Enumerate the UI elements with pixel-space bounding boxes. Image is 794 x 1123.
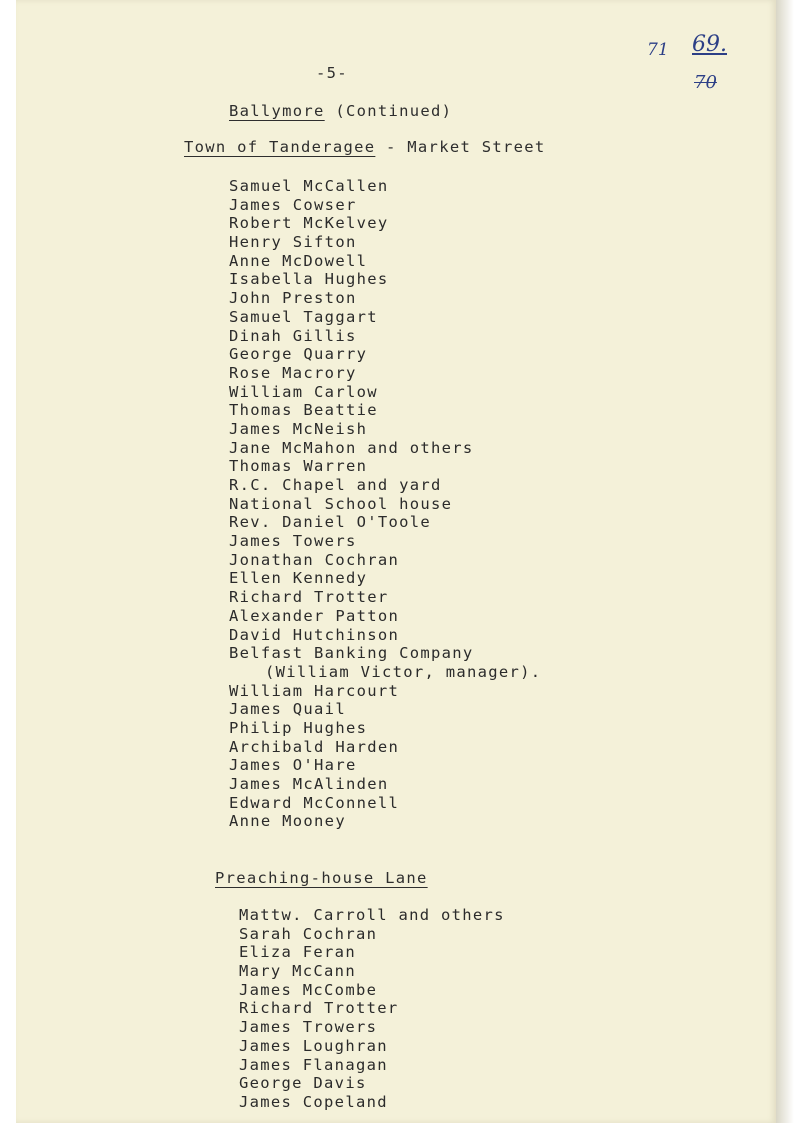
list-item: James Loughran [239, 1036, 388, 1055]
list-item: John Preston [229, 289, 357, 308]
list-item: Sarah Cochran [239, 924, 378, 943]
page-edge-shadow [776, 0, 794, 1123]
list-item: Henry Sifton [229, 233, 357, 252]
lane-heading: Preaching-house Lane [215, 869, 428, 887]
list-item: James Flanagan [239, 1055, 388, 1074]
list-item: R.C. Chapel and yard [229, 476, 442, 494]
list-item: Richard Trotter [239, 999, 399, 1018]
list-item: National School house [229, 494, 453, 513]
market-street-list [229, 177, 541, 831]
list-item: James Cowser [229, 195, 357, 214]
list-item: James Trowers [239, 1018, 378, 1037]
continued-label: (Continued) [335, 102, 453, 120]
list-item: Anne McDowell [229, 251, 368, 270]
list-item: Anne Mooney [229, 812, 346, 831]
list-item: Samuel Taggart [229, 307, 378, 326]
list-item: Jonathan Cochran [229, 550, 400, 569]
list-item: Mary McCann [239, 962, 356, 981]
preaching-house-lane-list [239, 906, 505, 1112]
list-item: William Carlow [229, 382, 378, 401]
list-item: Mattw. Carroll and others [239, 906, 505, 924]
list-item: James Quail [229, 700, 346, 719]
list-item: Alexander Patton [229, 606, 400, 625]
list-item: William Harcourt [229, 681, 400, 700]
list-item: David Hutchinson [229, 625, 400, 644]
list-item: Belfast Banking Company [229, 644, 474, 663]
town-heading [184, 138, 546, 156]
list-item: Rose Macrory [229, 363, 357, 382]
list-item: James O'Hare [229, 756, 357, 775]
list-item: George Davis [239, 1074, 367, 1093]
archive-mark: 71 [647, 40, 669, 60]
parish-name: Ballymore [229, 102, 325, 120]
list-item: James Copeland [239, 1092, 388, 1111]
list-item: James McNeish [229, 419, 368, 438]
list-item: Robert McKelvey [229, 214, 389, 233]
list-item: Samuel McCallen [229, 177, 389, 195]
list-item: Dinah Gillis [229, 326, 357, 345]
list-item: Eliza Feran [239, 943, 356, 962]
list-item: Archibald Harden [229, 737, 400, 756]
list-item: Jane McMahon and others [229, 438, 474, 457]
list-item: James McAlinden [229, 775, 389, 793]
old-folio-number: 70 [694, 72, 717, 93]
list-item: Thomas Warren [229, 457, 368, 476]
list-item: James McCombe [239, 980, 378, 999]
document-page [16, 0, 776, 1123]
list-item: Philip Hughes [229, 718, 368, 737]
parish-heading [229, 102, 452, 120]
list-item: Isabella Hughes [229, 270, 389, 289]
list-item: George Quarry [229, 345, 368, 364]
list-item: James Towers [229, 532, 357, 551]
list-item: Thomas Beattie [229, 401, 378, 420]
list-item: Edward McConnell [229, 793, 400, 812]
street-name: Market Street [407, 138, 546, 156]
folio-number: 69. [692, 32, 727, 57]
town-name: Town of Tanderagee [184, 138, 376, 156]
list-item: Ellen Kennedy [229, 569, 368, 588]
list-item: Richard Trotter [229, 588, 389, 607]
list-item: Rev. Daniel O'Toole [229, 513, 432, 532]
heading-separator: - [386, 138, 397, 156]
page-number: -5- [316, 64, 348, 82]
list-item-continuation: (William Victor, manager). [265, 662, 542, 681]
